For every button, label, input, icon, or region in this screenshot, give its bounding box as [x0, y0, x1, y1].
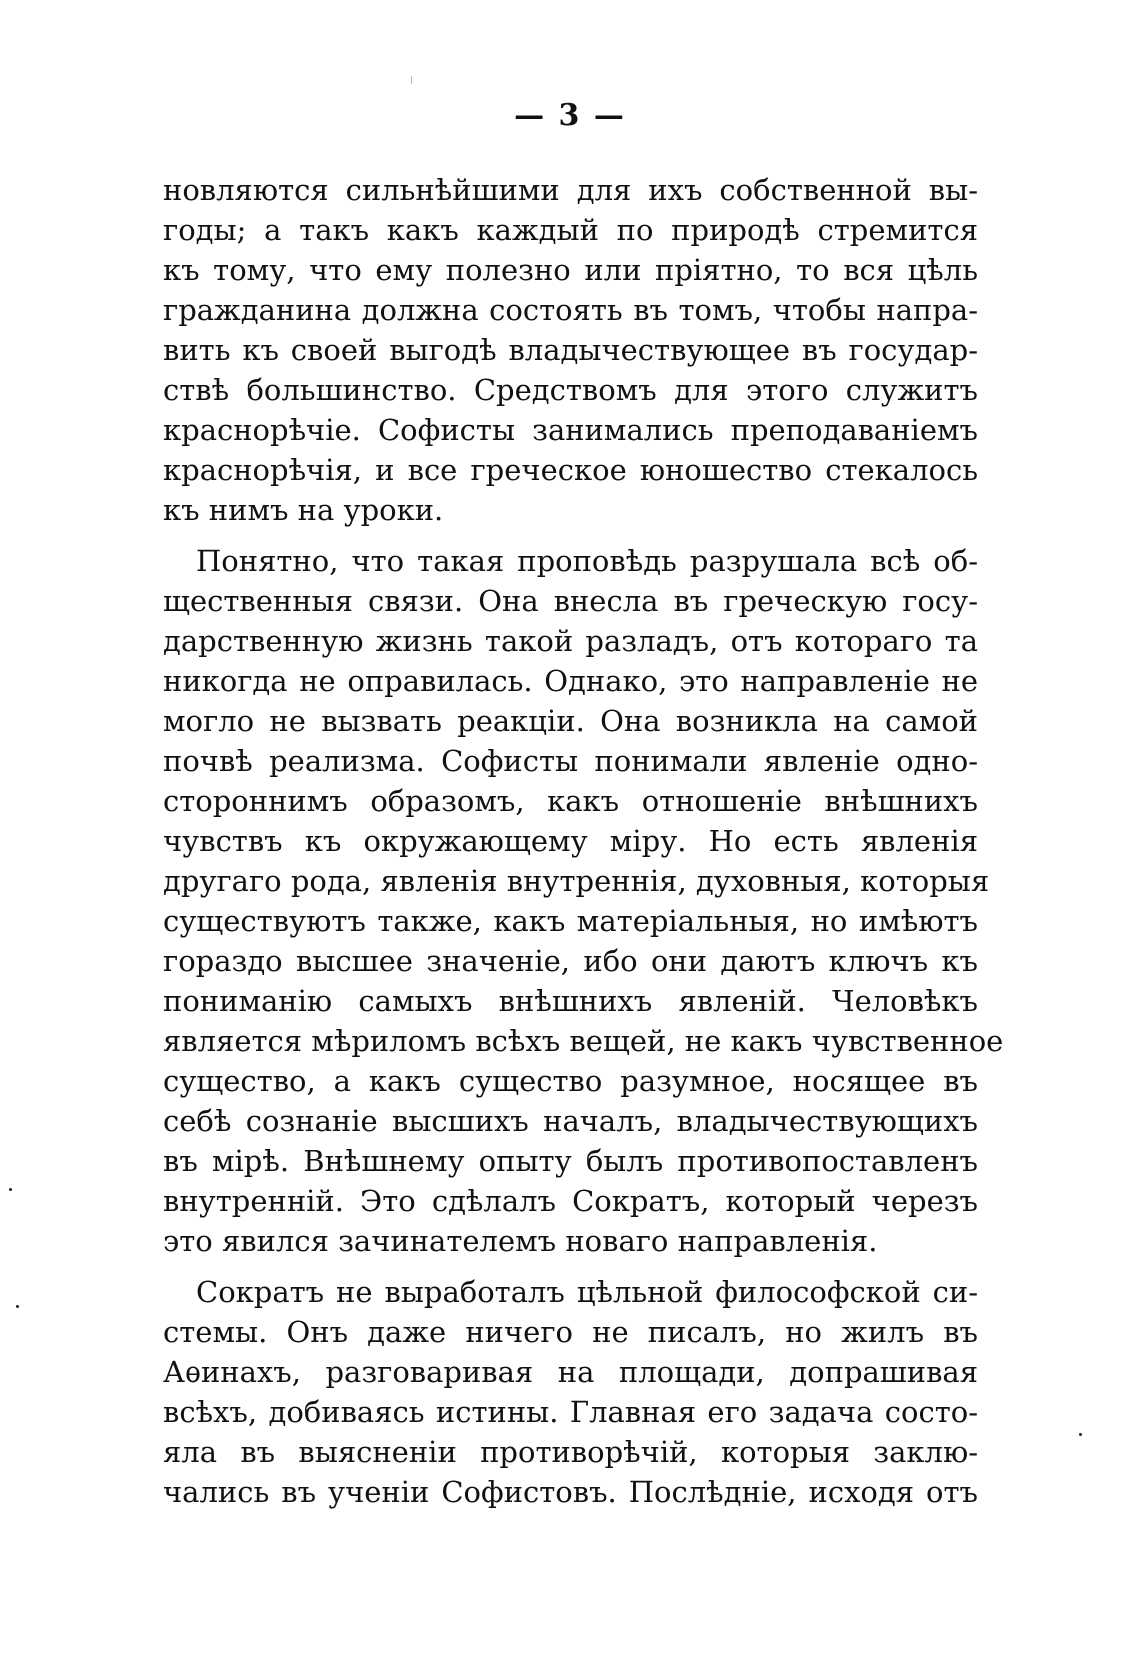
text-line: къ тому, что ему полезно или пріятно, то вся цѣль	[163, 253, 978, 287]
text-line: краснорѣчіе. Софисты занимались преподаваніемъ	[163, 413, 978, 447]
text-line: къ нимъ на уроки.	[163, 493, 444, 527]
text-line: годы; а такъ какъ каждый по природѣ стремится	[163, 213, 978, 247]
scan-speck	[16, 1305, 19, 1308]
scan-mark	[411, 76, 412, 84]
text-line: является мѣриломъ всѣхъ вещей, не какъ чувственное	[163, 1024, 1004, 1058]
text-line: гораздо высшее значеніе, ибо они даютъ ключъ къ	[163, 944, 978, 978]
text-line: яла въ выясненіи противорѣчій, которыя заклю-	[163, 1435, 978, 1469]
text-line: стороннимъ образомъ, какъ отношеніе внѣшнихъ	[163, 784, 978, 818]
text-line: почвѣ реализма. Софисты понимали явленіе одно-	[163, 744, 978, 778]
text-line: щественныя связи. Она внесла въ греческую госу-	[163, 584, 978, 618]
text-line: гражданина должна состоять въ томъ, чтобы напра-	[163, 293, 978, 327]
text-line: всѣхъ, добиваясь истины. Главная его задача состо-	[163, 1395, 978, 1429]
paragraph-1	[163, 170, 978, 530]
text-line: себѣ сознаніе высшихъ началъ, владычествующихъ	[163, 1104, 978, 1138]
text-line: Аѳинахъ, разговаривая на площади, допрашивая	[163, 1355, 978, 1389]
paragraph-2	[163, 541, 1004, 1261]
text-line: стемы. Онъ даже ничего не писалъ, но жилъ въ	[163, 1315, 978, 1349]
text-line: существуютъ также, какъ матеріальныя, но имѣютъ	[163, 904, 978, 938]
page-number: — 3 —	[514, 98, 626, 133]
text-line: краснорѣчія, и все греческое юношество стекалось	[163, 453, 978, 487]
text-line: новляются сильнѣйшими для ихъ собственной вы-	[163, 173, 978, 207]
text-line: никогда не оправилась. Однако, это направленіе не	[163, 664, 978, 698]
text-line: Понятно, что такая проповѣдь разрушала всѣ об-	[196, 544, 978, 578]
text-line: въ мірѣ. Внѣшнему опыту былъ противопоставленъ	[163, 1144, 978, 1178]
text-line: чались въ ученіи Софистовъ. Послѣдніе, исходя отъ	[163, 1475, 978, 1509]
text-line: другаго рода, явленія внутреннія, духовныя, которыя	[163, 864, 990, 898]
body-text	[163, 170, 1004, 1512]
paragraph-3	[163, 1272, 978, 1512]
text-line: вить къ своей выгодѣ владычествующее въ государ-	[163, 333, 978, 367]
text-line: это явился зачинателемъ новаго направленія.	[163, 1224, 878, 1258]
text-line: Сократъ не выработалъ цѣльной философской си-	[196, 1275, 978, 1309]
text-line: ствѣ большинство. Средствомъ для этого служитъ	[163, 373, 978, 407]
text-line: чувствъ къ окружающему міру. Но есть явленія	[163, 824, 978, 858]
text-line: внутренній. Это сдѣлалъ Сократъ, который черезъ	[163, 1184, 978, 1218]
scan-speck	[9, 1188, 12, 1191]
scan-speck	[1079, 1433, 1082, 1436]
text-line: пониманію самыхъ внѣшнихъ явленій. Человѣкъ	[163, 984, 978, 1018]
text-line: дарственную жизнь такой разладъ, отъ котораго та	[163, 624, 978, 658]
text-line: могло не вызвать реакціи. Она возникла на самой	[163, 704, 978, 738]
text-line: существо, а какъ существо разумное, носящее въ	[163, 1064, 978, 1098]
